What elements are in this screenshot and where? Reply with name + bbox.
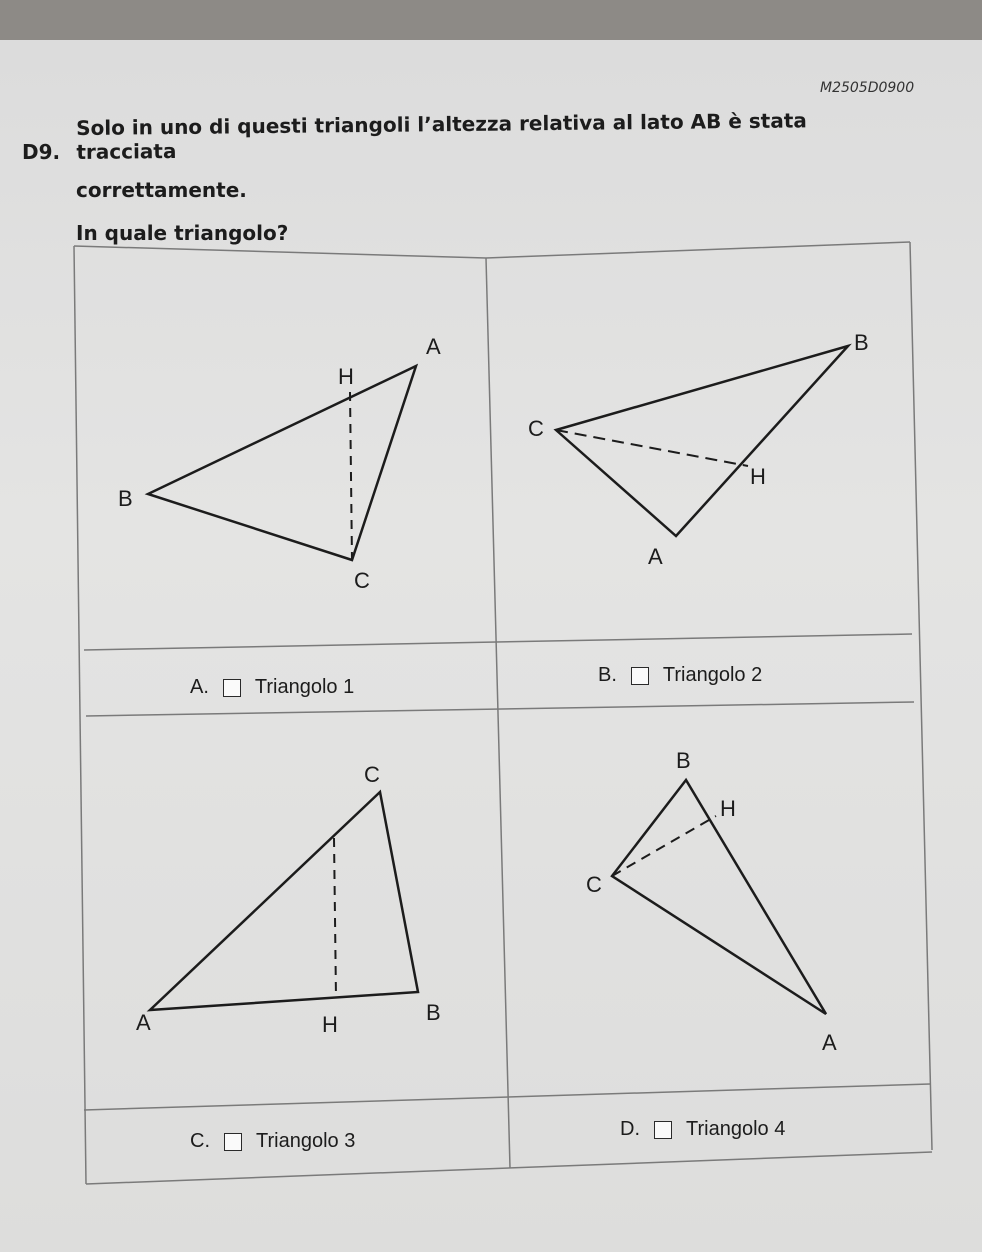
question-prompt: In quale triangolo? — [76, 221, 289, 245]
option-c-letter: C. — [190, 1130, 210, 1152]
question-text-line2: correttamente. — [76, 178, 247, 202]
option-d[interactable] — [620, 1118, 785, 1141]
triangle-4-vertex-a: A — [822, 1030, 837, 1055]
triangle-2-shape — [556, 346, 848, 536]
triangle-1 — [118, 334, 441, 593]
question-text-line1: Solo in uno di questi triangoli l’altezza relativa al lato AB è stata tracciata — [76, 108, 807, 164]
option-c-checkbox[interactable] — [224, 1133, 242, 1151]
option-d-checkbox[interactable] — [654, 1121, 672, 1139]
triangle-2-vertex-c: C — [528, 416, 544, 441]
option-c[interactable] — [190, 1130, 355, 1153]
triangle-3-vertex-c: C — [364, 762, 380, 787]
triangle-1-vertex-b: B — [118, 486, 133, 511]
triangle-4-foot-h: H — [720, 796, 736, 821]
triangle-1-vertex-a: A — [426, 334, 441, 359]
option-b-letter: B. — [598, 664, 617, 686]
triangle-3-height — [334, 838, 336, 998]
option-d-letter: D. — [620, 1118, 640, 1140]
option-c-label: Triangolo 3 — [256, 1130, 356, 1152]
triangle-1-height — [350, 392, 352, 560]
option-b-checkbox[interactable] — [631, 667, 649, 685]
question-number: D9. — [22, 140, 61, 164]
item-code: M2505D0900 — [820, 80, 915, 96]
option-a-letter: A. — [190, 676, 209, 698]
option-a-checkbox[interactable] — [223, 679, 241, 697]
option-b[interactable] — [598, 664, 762, 687]
option-d-label: Triangolo 4 — [686, 1118, 786, 1140]
option-a[interactable] — [190, 676, 354, 699]
triangle-4 — [586, 748, 837, 1055]
grid-lines — [74, 242, 932, 1184]
triangle-4-height — [612, 816, 716, 876]
triangle-1-vertex-c: C — [354, 568, 370, 593]
triangle-1-shape — [148, 366, 416, 560]
triangle-3-foot-h: H — [322, 1012, 338, 1037]
triangle-2-vertex-a: A — [648, 544, 663, 569]
option-a-label: Triangolo 1 — [254, 676, 355, 698]
triangle-4-vertex-b: B — [676, 748, 691, 773]
triangle-3 — [136, 762, 441, 1037]
triangle-4-shape — [612, 780, 826, 1014]
option-b-label: Triangolo 2 — [662, 664, 763, 686]
triangle-2 — [528, 330, 869, 569]
triangle-1-foot-h: H — [338, 364, 354, 389]
triangle-2-foot-h: H — [750, 464, 766, 489]
triangle-4-vertex-c: C — [586, 872, 602, 897]
triangle-3-vertex-b: B — [426, 1000, 441, 1025]
triangle-3-vertex-a: A — [136, 1010, 151, 1035]
triangle-2-vertex-b: B — [854, 330, 869, 355]
triangle-3-shape — [150, 792, 418, 1010]
triangle-2-height — [556, 430, 748, 466]
